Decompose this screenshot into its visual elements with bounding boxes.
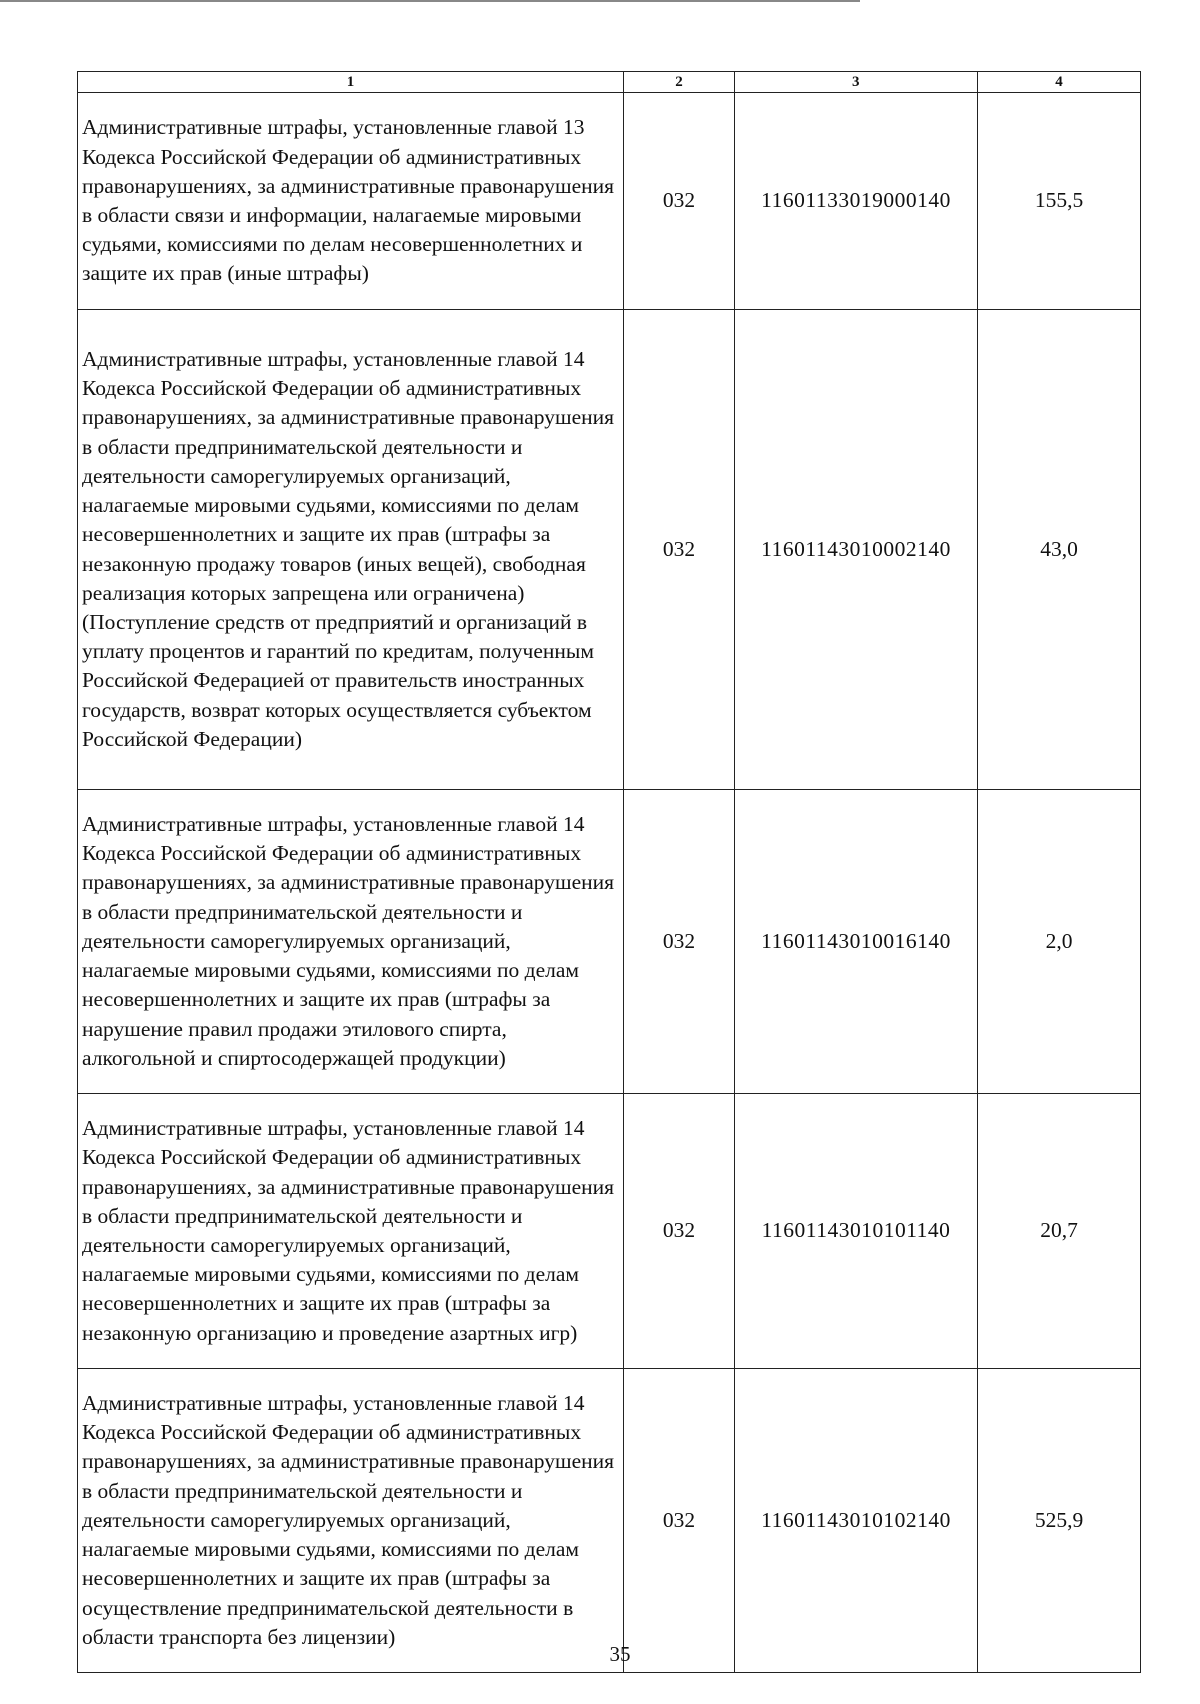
table-row — [78, 310, 1141, 790]
row-description: Административные штрафы, установленные главой 14 Кодекса Российской Федерации об административных правонарушениях, за административные правонарушения в области предпринимательской деятельности и деятельности саморегулируемых организаций, налагаемые мировыми судьями, комиссиями по делам несовершеннолетних и защите их прав (штрафы за осуществление предпринимательской деятельности в области транспорта без лицензии) — [78, 1369, 624, 1673]
row-kbk-code: 11601143010002140 — [735, 310, 978, 790]
row-description: Административные штрафы, установленные главой 14 Кодекса Российской Федерации об административных правонарушениях, за административные правонарушения в области предпринимательской деятельности и деятельности саморегулируемых организаций, налагаемые мировыми судьями, комиссиями по делам несовершеннолетних и защите их прав (штрафы за нарушение правил продажи этилового спирта, алкогольной и спиртосодержащей продукции) — [78, 790, 624, 1094]
budget-revenue-table — [77, 71, 1141, 1673]
row-kbk-code: 11601133019000140 — [735, 93, 978, 310]
row-amount: 20,7 — [978, 1094, 1141, 1369]
table-row — [78, 1369, 1141, 1673]
column-header-2: 2 — [624, 72, 735, 93]
row-admin-code: 032 — [624, 1094, 735, 1369]
row-description: Административные штрафы, установленные главой 13 Кодекса Российской Федерации об административных правонарушениях, за административные правонарушения в области связи и информации, налагаемые мировыми судьями, комиссиями по делам несовершеннолетних и защите их прав (иные штрафы) — [78, 93, 624, 310]
row-amount: 2,0 — [978, 790, 1141, 1094]
table-row — [78, 1094, 1141, 1369]
row-admin-code: 032 — [624, 93, 735, 310]
row-amount: 155,5 — [978, 93, 1141, 310]
table-header-row — [78, 72, 1141, 93]
row-kbk-code: 11601143010101140 — [735, 1094, 978, 1369]
scan-edge-line — [0, 0, 860, 2]
column-header-4: 4 — [978, 72, 1141, 93]
row-admin-code: 032 — [624, 1369, 735, 1673]
row-description: Административные штрафы, установленные главой 14 Кодекса Российской Федерации об административных правонарушениях, за административные правонарушения в области предпринимательской деятельности и деятельности саморегулируемых организаций, налагаемые мировыми судьями, комиссиями по делам несовершеннолетних и защите их прав (штрафы за незаконную продажу товаров (иных вещей), свободная реализация которых запрещена или ограничена) (Поступление средств от предприятий и организаций в уплату процентов и гарантий по кредитам, полученным Российской Федерацией от правительств иностранных государств, возврат которых осуществляется субъектом Российской Федерации) — [78, 310, 624, 790]
table-row — [78, 790, 1141, 1094]
column-header-1: 1 — [78, 72, 624, 93]
row-kbk-code: 11601143010016140 — [735, 790, 978, 1094]
row-amount: 525,9 — [978, 1369, 1141, 1673]
row-admin-code: 032 — [624, 310, 735, 790]
row-admin-code: 032 — [624, 790, 735, 1094]
row-amount: 43,0 — [978, 310, 1141, 790]
column-header-3: 3 — [735, 72, 978, 93]
row-kbk-code: 11601143010102140 — [735, 1369, 978, 1673]
table-row — [78, 93, 1141, 310]
page-number: 35 — [609, 1642, 631, 1666]
row-description: Административные штрафы, установленные главой 14 Кодекса Российской Федерации об административных правонарушениях, за административные правонарушения в области предпринимательской деятельности и деятельности саморегулируемых организаций, налагаемые мировыми судьями, комиссиями по делам несовершеннолетних и защите их прав (штрафы за незаконную организацию и проведение азартных игр) — [78, 1094, 624, 1369]
